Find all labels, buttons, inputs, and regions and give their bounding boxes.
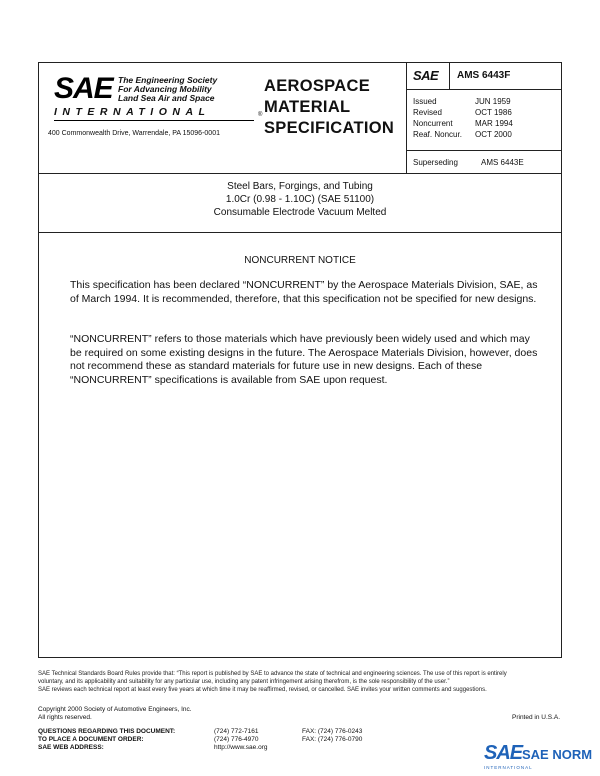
- contact-fax: FAX: (724) 776-0243: [302, 728, 363, 735]
- policy-text: SAE reviews each technical report at least every five years at which time it may be reaffirmed, revised, or cancelled. SAE invites your written comments and suggestions.: [38, 687, 487, 693]
- spec-number-bar: [407, 62, 562, 90]
- society-line-3: Land Sea Air and Space: [118, 93, 215, 103]
- notice-paragraph: “NONCURRENT” refers to those materials which have previously been widely used and which may be required on some existing designs in the future. The Aerospace Materials Division, however, does not recommend these as standard materials for future use in new designs. Each of these “NONCURRENT” specifications is available from SAE upon request.: [70, 333, 538, 386]
- document-subject: [38, 180, 562, 219]
- date-value: OCT 1986: [475, 108, 512, 117]
- copyright-block: [38, 706, 192, 722]
- date-label: Revised: [413, 108, 442, 117]
- contact-label: TO PLACE A DOCUMENT ORDER:: [38, 736, 144, 743]
- notice-heading: NONCURRENT NOTICE: [244, 255, 356, 266]
- sae-norm-mark: SAE: [484, 742, 523, 764]
- spec-divider: [449, 62, 450, 89]
- contact-phone: (724) 772-7161: [214, 728, 259, 735]
- notice-paragraph: This specification has been declared “NONCURRENT” by the Aerospace Materials Division, SAE, as of March 1994. It is recommended, therefore, that this specification not be specified for new designs.: [70, 279, 538, 305]
- page-title: [264, 76, 394, 139]
- date-label: Issued: [413, 97, 437, 106]
- society-tagline: [118, 76, 268, 103]
- date-value: JUN 1959: [475, 97, 511, 106]
- sae-norm-sub: INTERNATIONAL: [484, 765, 533, 770]
- spec-info-box: [406, 62, 562, 173]
- contact-label: SAE WEB ADDRESS:: [38, 744, 104, 751]
- printed-location: Printed in U.S.A.: [512, 714, 561, 721]
- title-line-3: SPECIFICATION: [264, 119, 395, 137]
- copyright-text: Copyright 2000 Society of Automotive Engineers, Inc.: [38, 706, 192, 713]
- subject-line-2: 1.0Cr (0.98 - 1.10C) (SAE 51100): [225, 194, 375, 205]
- logo-rule: [54, 120, 254, 121]
- sae-address: 400 Commonwealth Drive, Warrendale, PA 15096-0001: [48, 130, 220, 137]
- policy-text: voluntary, and its applicability and suitability for any particular use, including any patent infringement arising therefrom, is the sole responsibility of the user.”: [38, 679, 450, 685]
- date-label: Reaf. Noncur.: [413, 130, 462, 139]
- web-address-link[interactable]: http://www.sae.org: [214, 744, 268, 751]
- superseding-rule: [407, 150, 562, 151]
- society-line-1: The Engineering Society: [118, 75, 218, 85]
- contact-phone: (724) 776-4970: [214, 736, 259, 743]
- sae-logo-text: SAE: [54, 72, 113, 105]
- date-label: Noncurrent: [413, 119, 453, 128]
- international-label: INTERNATIONAL: [54, 106, 211, 118]
- sae-norm-watermark: [484, 742, 596, 772]
- superseding-row: [413, 158, 524, 167]
- document-header: [38, 62, 562, 174]
- subject-divider: [38, 232, 562, 233]
- date-value: MAR 1994: [475, 119, 513, 128]
- sae-norm-name: SAE NORM: [522, 747, 593, 762]
- policy-footer: [38, 670, 562, 694]
- subject-line-3: Consumable Electrode Vacuum Melted: [213, 207, 387, 218]
- registered-mark: ®: [258, 112, 263, 118]
- spec-sae-logo: SAE: [413, 68, 439, 83]
- society-line-2: For Advancing Mobility: [118, 84, 212, 94]
- superseding-value: AMS 6443E: [481, 158, 524, 167]
- title-line-2: MATERIAL: [264, 98, 351, 116]
- title-line-1: AEROSPACE: [264, 77, 370, 95]
- contact-label: QUESTIONS REGARDING THIS DOCUMENT:: [38, 728, 176, 735]
- date-value: OCT 2000: [475, 130, 512, 139]
- policy-text: SAE Technical Standards Board Rules provide that: “This report is published by SAE to advance the state of technical and engineering sciences. The use of this report is entirely: [38, 671, 507, 677]
- subject-line-1: Steel Bars, Forgings, and Tubing: [227, 181, 373, 192]
- contact-fax: FAX: (724) 776-0790: [302, 736, 363, 743]
- spec-number: AMS 6443F: [457, 70, 511, 81]
- rights-text: All rights reserved.: [38, 714, 92, 721]
- superseding-label: Superseding: [413, 158, 458, 167]
- sae-branding: [38, 62, 263, 173]
